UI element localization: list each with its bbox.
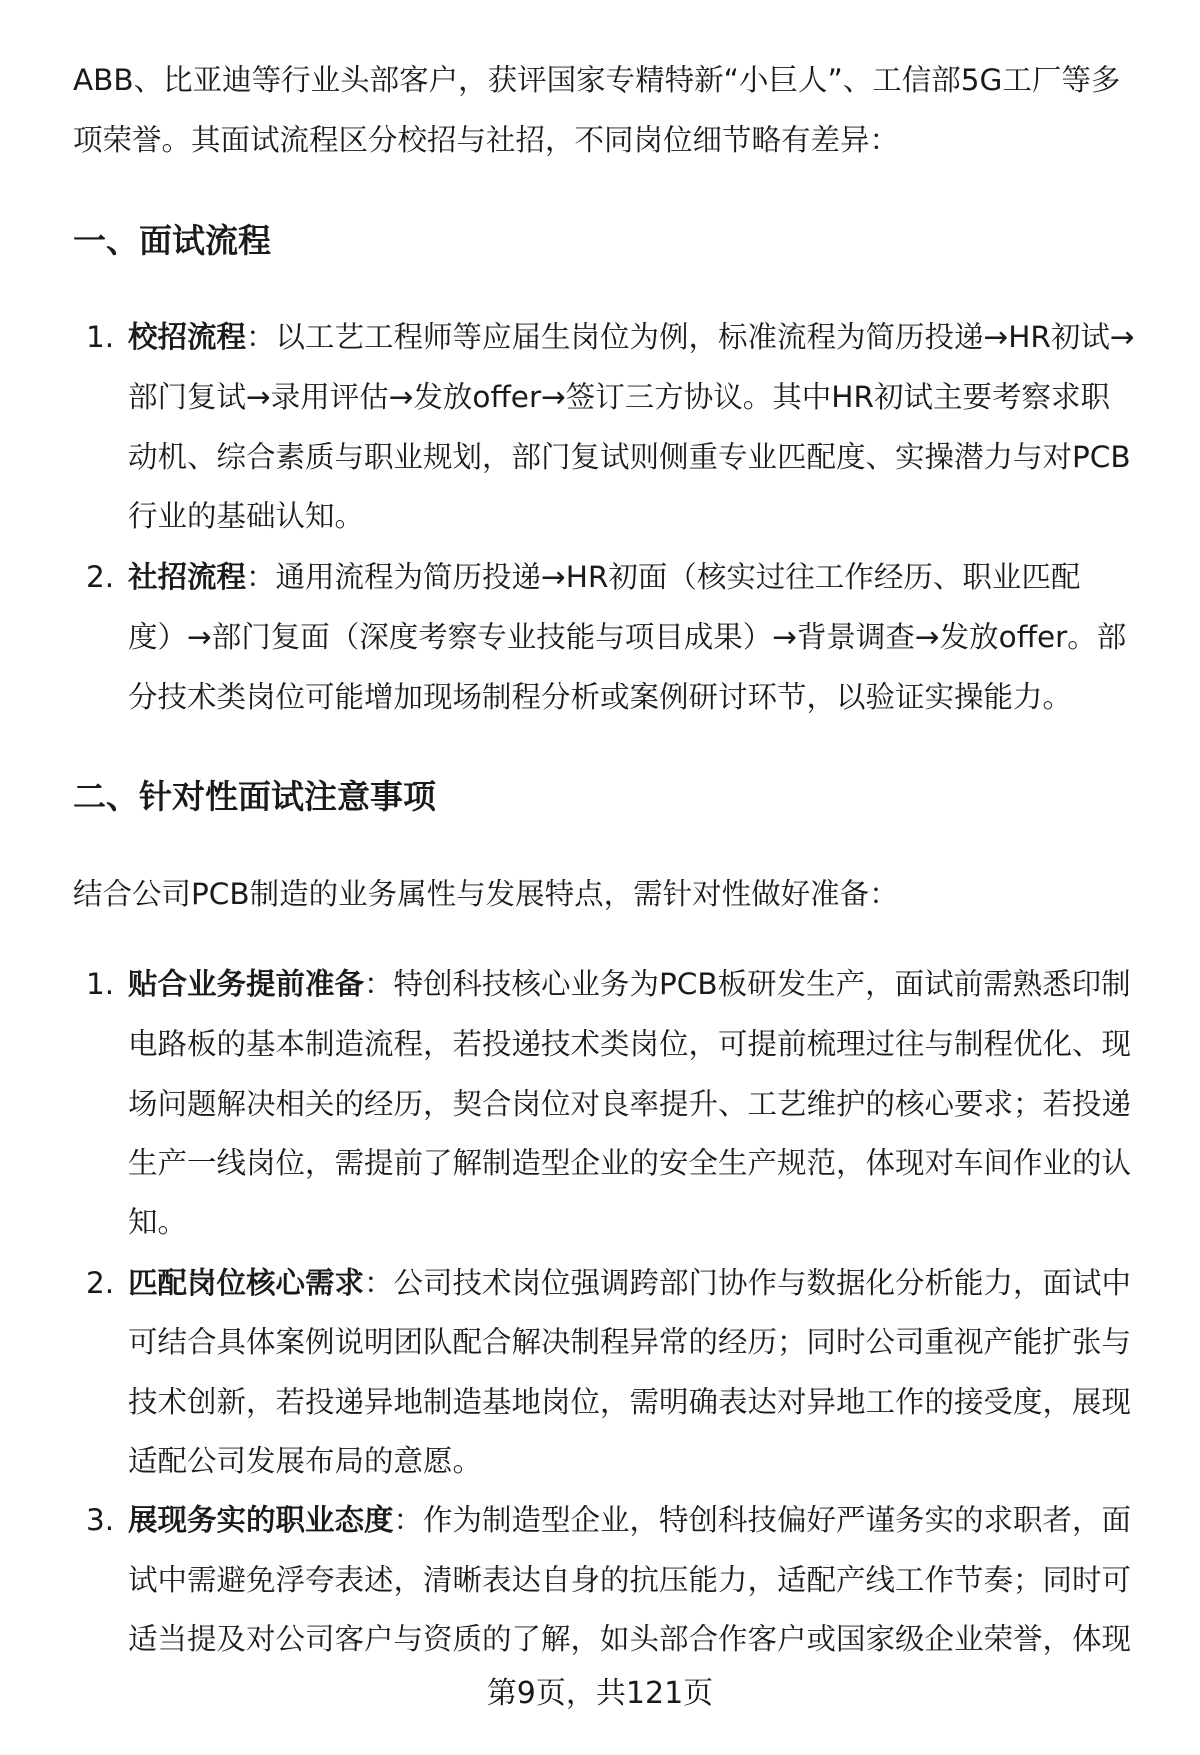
list-number: 2. bbox=[86, 560, 115, 594]
list-item-first-line bbox=[128, 1500, 1131, 1540]
list-item-lead: 社招流程 bbox=[128, 560, 247, 594]
list-item-lead: 展现务实的职业态度 bbox=[128, 1503, 394, 1537]
list-item-first-line bbox=[128, 557, 1080, 597]
list-item-lead: 贴合业务提前准备 bbox=[128, 967, 365, 1001]
list-item-line: 适当提及对公司客户与资质的了解，如头部合作客户或国家级企业荣誉，体现 bbox=[128, 1622, 1132, 1656]
list-item-first-line bbox=[128, 317, 1135, 357]
list-item-line: 电路板的基本制造流程，若投递技术类岗位，可提前梳理过往与制程优化、现 bbox=[128, 1027, 1132, 1061]
intro-line: ABB、比亚迪等行业头部客户，获评国家专精特新“小巨人”、工信部5G工厂等多 bbox=[73, 63, 1121, 97]
list-item-line: 分技术类岗位可能增加现场制程分析或案例研讨环节，以验证实操能力。 bbox=[128, 680, 1073, 714]
section-heading: 一、面试流程 bbox=[73, 221, 271, 260]
list-number: 1. bbox=[86, 967, 115, 1001]
list-item-text: ：以工艺工程师等应届生岗位为例，标准流程为简历投递→HR初试→ bbox=[246, 320, 1135, 354]
list-item-first-line bbox=[128, 1263, 1131, 1303]
list-item-text: ：作为制造型企业，特创科技偏好严谨务实的求职者，面 bbox=[393, 1503, 1132, 1537]
list-item-text: ：公司技术岗位强调跨部门协作与数据化分析能力，面试中 bbox=[364, 1266, 1132, 1300]
list-item-lead: 校招流程 bbox=[128, 320, 247, 354]
list-item-line: 场问题解决相关的经历，契合岗位对良率提升、工艺维护的核心要求；若投递 bbox=[128, 1087, 1132, 1121]
section-intro: 结合公司PCB制造的业务属性与发展特点，需针对性做好准备： bbox=[73, 877, 899, 911]
section-heading: 二、针对性面试注意事项 bbox=[73, 777, 436, 816]
list-item-text: ：特创科技核心业务为PCB板研发生产，面试前需熟悉印制 bbox=[364, 967, 1131, 1001]
list-item-line: 动机、综合素质与职业规划，部门复试则侧重专业匹配度、实操潜力与对PCB bbox=[128, 440, 1131, 474]
list-item-lead: 匹配岗位核心需求 bbox=[128, 1266, 365, 1300]
list-number: 1. bbox=[86, 320, 115, 354]
list-item-line: 技术创新，若投递异地制造基地岗位，需明确表达对异地工作的接受度，展现 bbox=[128, 1385, 1132, 1419]
list-item-line: 知。 bbox=[128, 1205, 188, 1239]
page-footer: 第9页，共121页 bbox=[486, 1676, 714, 1711]
list-item-text: ：通用流程为简历投递→HR初面（核实过往工作经历、职业匹配 bbox=[246, 560, 1081, 594]
list-item-line: 度）→部门复面（深度考察专业技能与项目成果）→背景调查→发放offer。部 bbox=[128, 620, 1127, 654]
list-item-line: 部门复试→录用评估→发放offer→签订三方协议。其中HR初试主要考察求职 bbox=[128, 380, 1110, 414]
list-item-line: 试中需避免浮夸表述，清晰表达自身的抗压能力，适配产线工作节奏；同时可 bbox=[128, 1563, 1132, 1597]
list-item-line: 生产一线岗位，需提前了解制造型企业的安全生产规范，体现对车间作业的认 bbox=[128, 1146, 1132, 1180]
list-number: 3. bbox=[86, 1503, 115, 1537]
list-item-line: 可结合具体案例说明团队配合解决制程异常的经历；同时公司重视产能扩张与 bbox=[128, 1325, 1132, 1359]
list-item-first-line bbox=[128, 964, 1131, 1004]
list-number: 2. bbox=[86, 1266, 115, 1300]
intro-line: 项荣誉。其面试流程区分校招与社招，不同岗位细节略有差异： bbox=[73, 123, 900, 157]
list-item-line: 适配公司发展布局的意愿。 bbox=[128, 1444, 483, 1478]
list-item-line: 行业的基础认知。 bbox=[128, 499, 365, 533]
